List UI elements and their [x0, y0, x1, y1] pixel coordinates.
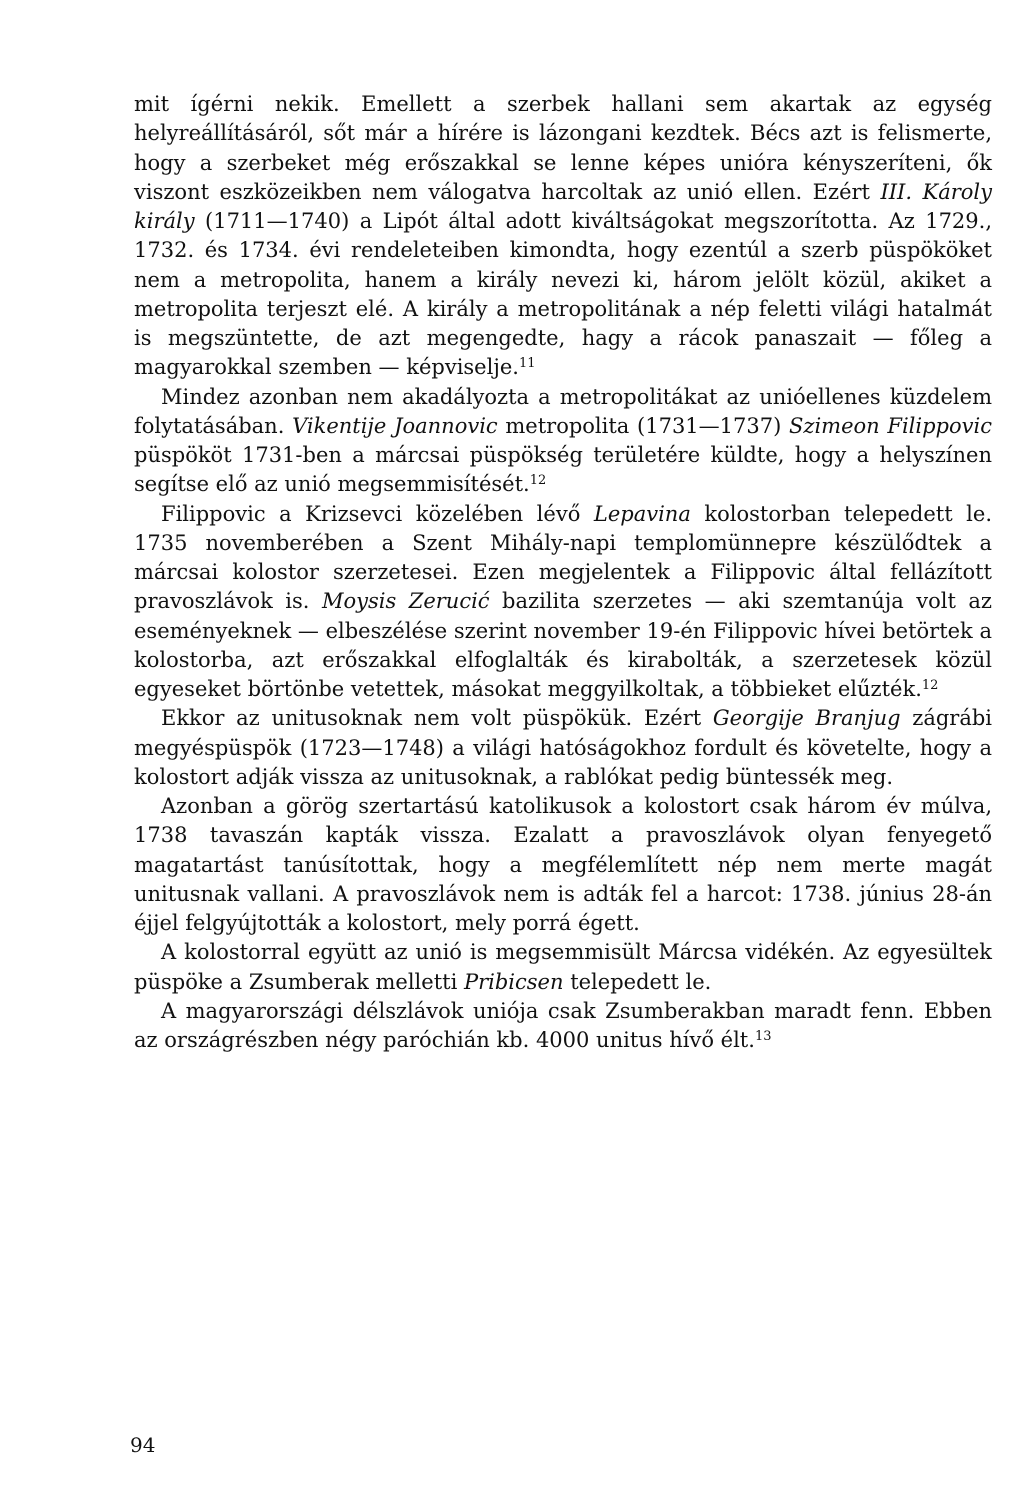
paragraph-1 [134, 90, 992, 383]
italic-name: Pribicsen [463, 969, 564, 994]
italic-name: Szimeon Filippovic [789, 413, 992, 438]
page-number: 94 [130, 1433, 156, 1457]
footnote-ref: 12 [921, 678, 939, 693]
text-run: Filippovic a Krizsevci közelében lévő [161, 501, 594, 526]
text-run: püspököt 1731-ben a márcsai püspökség területére küldte, hogy a helyszínen segítse elő az unió megsemmisítését. [134, 443, 992, 497]
text-run: Ekkor az unitusoknak nem volt püspökük. Ezért [161, 706, 713, 731]
text-run: A magyarországi délszlávok uniója csak Zsumberakban maradt fenn. Ebben az országrészben négy paróchián kb. 4000 unitus hívő élt. [134, 998, 992, 1052]
paragraph-2 [134, 383, 992, 500]
italic-name: Vikentije Joannovic [292, 413, 498, 438]
italic-name: Lepavina [593, 501, 691, 526]
italic-name: Georgije Branjug [712, 706, 901, 731]
italic-name: III. Károly király [134, 179, 992, 233]
text-run: kolostorban telepedett le. 1735 novemberében a Szent Mihály-napi templomünnepre készülődtek a márcsai kolostor szerzetesei. Ezen megjelentek a Filippovic által fellázított pravoszlávok is. [134, 501, 992, 614]
footnote-ref: 12 [529, 473, 547, 489]
text-run: telepedett le. [563, 969, 712, 994]
paragraph-6 [134, 938, 992, 997]
page-body [134, 90, 992, 1055]
footnote-ref: 11 [518, 356, 536, 372]
text-run: metropolita (1731—1737) [497, 413, 790, 438]
text-run: Azonban a görög szertartású katolikusok a kolostort csak három év múlva, 1738 tavaszán kapták vissza. Ezalatt a pravoszlávok olyan fenyegető magatartást tanúsítottak, hogy a megfélemlített nép nem merte magát unitusnak vallani. A pravoszlávok nem is adták fel a harcot: 1738. június 28-án éjjel felgyújtották a kolostort, mely porrá égett. [134, 794, 992, 935]
paragraph-7 [134, 997, 992, 1056]
text-run: zágrábi megyéspüspök (1723—1748) a világi hatóságokhoz fordult és követelte, hogy a kolostort adják vissza az unitusoknak, a rablókat pedig büntessék meg. [134, 706, 993, 789]
text-run: mit ígérni nekik. Emellett a szerbek hallani sem akartak az egység helyreállításáról, sőt már a hírére is lázongani kezdtek. Bécs azt is felismerte, hogy a szerbeket még erőszakkal se lenne képes unióra kényszeríteni, ők viszont eszközeikben nem válogatva harcoltak az unió ellen. Ezért [134, 92, 992, 204]
paragraph-4 [134, 704, 992, 792]
paragraph-5 [134, 792, 992, 938]
text-run: (1711—1740) a Lipót által adott kiváltságokat megszorította. Az 1729., 1732. és 1734. évi rendeleteiben kimondta, hogy ezentúl a szerb püspököket nem a metropolita, hanem a király nevezi ki, három jelölt közül, akiket a metropolita terjeszt elé. A király a metropolitának a nép feletti világi hatalmát is megszüntette, de azt megengedte, hagy a rácok panaszait — főleg a magyarokkal szemben — képviselje. [134, 209, 992, 380]
text-run: A kolostorral együtt az unió is megsemmisült Márcsa vidékén. Az egyesültek püspöke a Zsumberak melletti [134, 940, 992, 994]
text-run: bazilita szerzetes — aki szemtanúja volt az eseményeknek — elbeszélése szerint november 19-én Filippovic hívei betörtek a kolostorba, azt erőszakkal elfoglalták és kirabolták, a szerzetesek közül egyeseket börtönbe vetettek, másokat meggyilkoltak, a többieket elűzték. [134, 589, 992, 701]
footnote-ref: 13 [754, 1029, 772, 1044]
italic-name: Moysis Zerucić [321, 589, 490, 614]
text-run: Mindez azonban nem akadályozta a metropolitákat az unióellenes küzdelem folytatásában. [134, 384, 992, 438]
paragraph-3 [134, 500, 992, 705]
